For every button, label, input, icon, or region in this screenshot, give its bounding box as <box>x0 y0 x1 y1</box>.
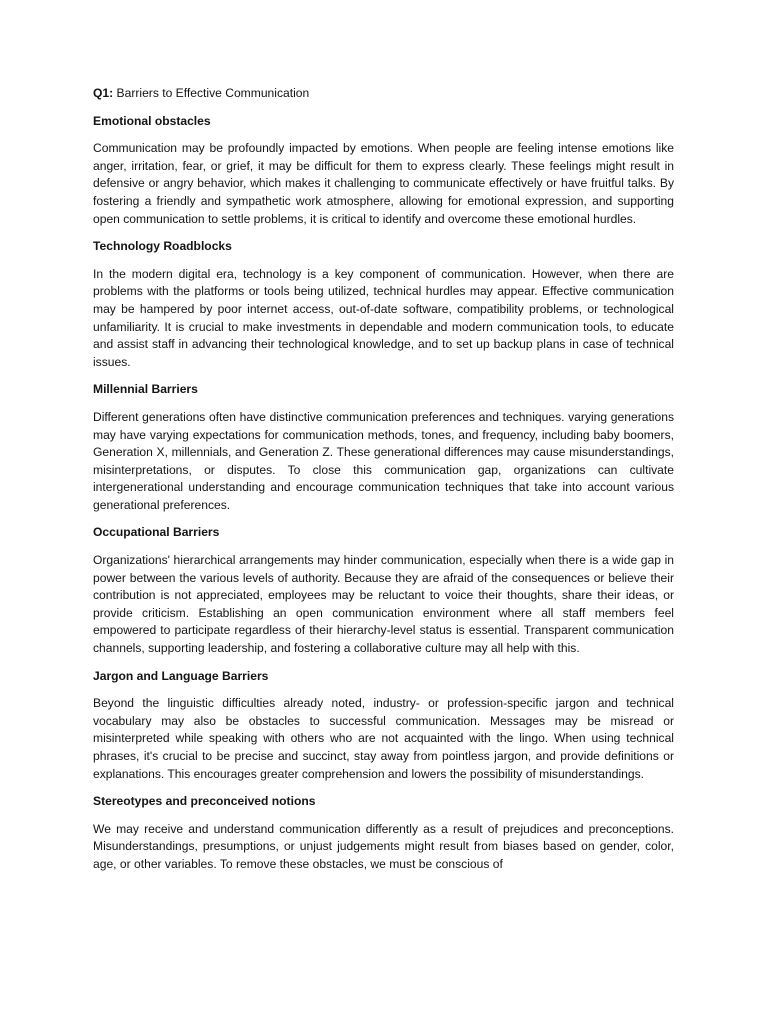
section-heading-emotional: Emotional obstacles <box>93 113 211 128</box>
document-body <box>93 85 674 884</box>
question-text: Barriers to Effective Communication <box>116 86 310 100</box>
section-heading-millennial: Millennial Barriers <box>93 382 198 397</box>
section-body-technology: In the modern digital era, technology is a key component of communication. However, when there are problems with the platforms or tools being utilized, technical hurdles may appear. Effective communication may be hampered by poor internet access, out-of-date software, compatibility problems, or technological unfamiliarity. It is crucial to make investments in dependable and modern communication tools, to educate and assist staff in advancing their technological knowledge, and to set up backup plans in case of technical issues. <box>93 266 674 369</box>
section-heading-occupational: Occupational Barriers <box>93 525 220 540</box>
section-body-millennial: Different generations often have distinctive communication preferences and techniques. varying generations may have varying expectations for communication methods, tones, and frequency, including baby boomers, Generation X, millennials, and Generation Z. These generational differences may cause misunderstandings, misinterpretations, or disputes. To close this communication gap, organizations can cultivate intergenerational understanding and encourage communication techniques that take into account various generational preferences. <box>93 409 674 512</box>
section-heading-technology: Technology Roadblocks <box>93 239 232 254</box>
section-body-emotional: Communication may be profoundly impacted by emotions. When people are feeling intense emotions like anger, irritation, fear, or grief, it may be difficult for them to express clearly. These feelings might result in defensive or angry behavior, which makes it challenging to communicate effectively or have fruitful talks. By fostering a friendly and sympathetic work atmosphere, allowing for emotional expression, and supporting open communication to settle problems, it is critical to identify and overcome these emotional hurdles. <box>93 141 674 226</box>
section-heading-jargon: Jargon and Language Barriers <box>93 668 269 683</box>
section-body-stereotypes: We may receive and understand communication differently as a result of prejudices and preconceptions. Misunderstandings, presumptions, or unjust judgements might result from biases based on gender, color, age, or other variables. To remove these obstacles, we must be conscious of <box>93 821 674 871</box>
section-heading-stereotypes: Stereotypes and preconceived notions <box>93 794 316 809</box>
section-body-jargon: Beyond the linguistic difficulties already noted, industry- or profession-specific jargon and technical vocabulary may also be obstacles to successful communication. Messages may be misread or misinterpreted while speaking with others who are not acquainted with the lingo. When using technical phrases, it's crucial to be precise and succinct, stay away from pointless jargon, and provide definitions or explanations. This encourages greater comprehension and lowers the possibility of misunderstandings. <box>93 696 674 781</box>
question-title <box>93 85 674 103</box>
question-label: Q1: <box>93 86 114 100</box>
section-body-occupational: Organizations' hierarchical arrangements may hinder communication, especially when there is a wide gap in power between the various levels of authority. Because they are afraid of the consequences or believe their contribution is not appreciated, employees may be reluctant to voice their thoughts, share their ideas, or provide criticism. Establishing an open communication environment where all staff members feel empowered to participate regardless of their hierarchy-level status is essential. Transparent communication channels, supporting leadership, and fostering a collaborative culture may all help with this. <box>93 553 674 656</box>
